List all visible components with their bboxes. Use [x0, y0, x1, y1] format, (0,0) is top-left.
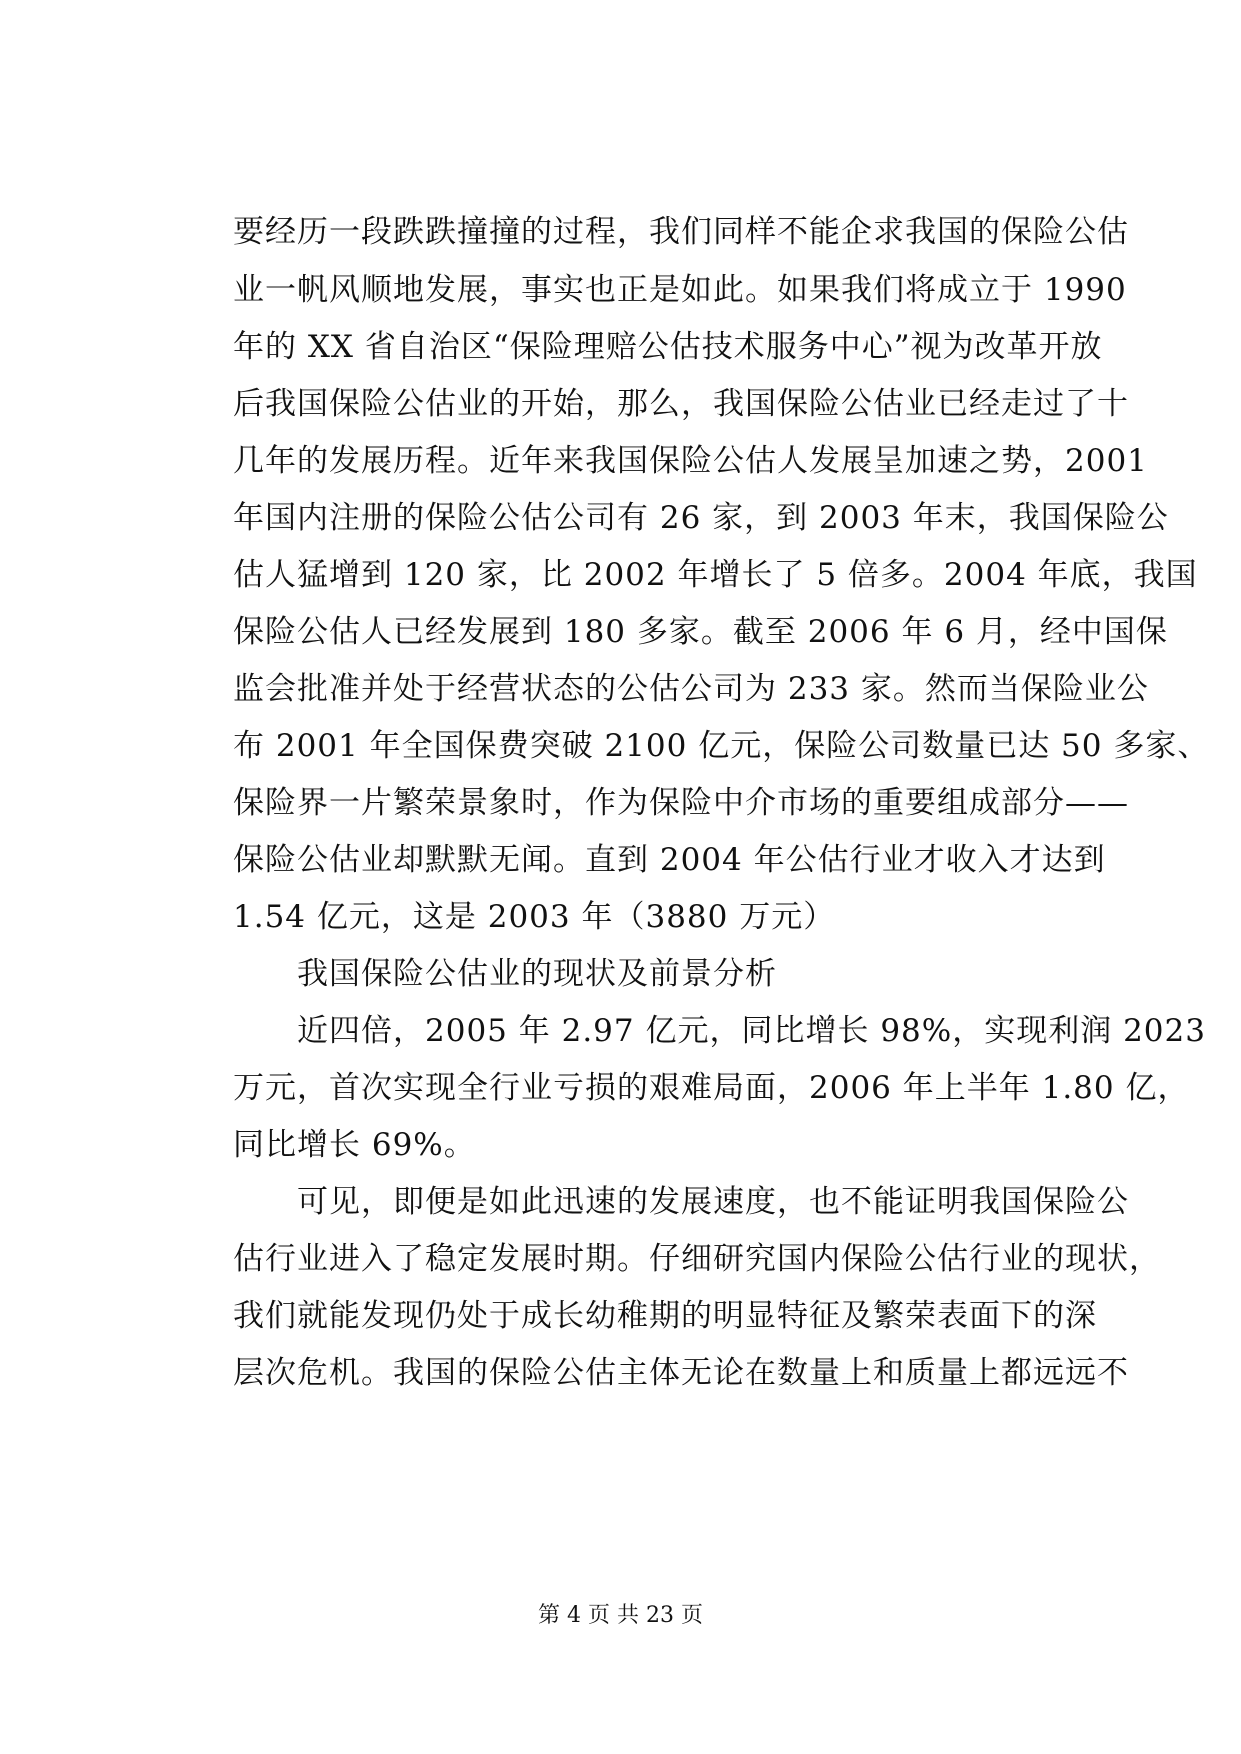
paragraph-line: 布 2001 年全国保费突破 2100 亿元，保险公司数量已达 50 多家、 — [233, 728, 1210, 764]
paragraph-line: 几年的发展历程。近年来我国保险公估人发展呈加速之势，2001 — [233, 443, 1148, 479]
paragraph-line: 估人猛增到 120 家，比 2002 年增长了 5 倍多。2004 年底，我国 — [233, 557, 1198, 593]
paragraph-line: 我们就能发现仍处于成长幼稚期的明显特征及繁荣表面下的深 — [233, 1298, 1097, 1334]
paragraph-line: 1.54 亿元，这是 2003 年（3880 万元） — [233, 899, 836, 935]
paragraph-line: 层次危机。我国的保险公估主体无论在数量上和质量上都远远不 — [233, 1355, 1129, 1391]
paragraph-line: 业一帆风顺地发展，事实也正是如此。如果我们将成立于 1990 — [233, 272, 1127, 308]
paragraph-line: 后我国保险公估业的开始，那么，我国保险公估业已经走过了十 — [233, 386, 1129, 422]
section-heading: 我国保险公估业的现状及前景分析 — [233, 956, 777, 992]
paragraph-line: 保险公估人已经发展到 180 多家。截至 2006 年 6 月，经中国保 — [233, 614, 1168, 650]
paragraph-line: 要经历一段跌跌撞撞的过程，我们同样不能企求我国的保险公估 — [233, 214, 1129, 250]
paragraph-line: 可见，即便是如此迅速的发展速度，也不能证明我国保险公 — [233, 1184, 1129, 1220]
paragraph-line: 同比增长 69%。 — [233, 1127, 476, 1163]
paragraph-line: 万元，首次实现全行业亏损的艰难局面，2006 年上半年 1.80 亿， — [233, 1070, 1190, 1106]
paragraph-line: 监会批准并处于经营状态的公估公司为 233 家。然而当保险业公 — [233, 671, 1149, 707]
paragraph-line: 年国内注册的保险公估公司有 26 家，到 2003 年末，我国保险公 — [233, 500, 1169, 536]
paragraph-line: 保险公估业却默默无闻。直到 2004 年公估行业才收入才达到 — [233, 842, 1106, 878]
paragraph-line: 估行业进入了稳定发展时期。仔细研究国内保险公估行业的现状， — [233, 1241, 1161, 1277]
paragraph-line: 保险界一片繁荣景象时，作为保险中介市场的重要组成部分—— — [233, 785, 1129, 821]
page-number-footer: 第 4 页 共 23 页 — [538, 1603, 703, 1628]
paragraph-line: 近四倍，2005 年 2.97 亿元，同比增长 98%，实现利润 2023 — [233, 1013, 1206, 1049]
paragraph-line: 年的 XX 省自治区“保险理赔公估技术服务中心”视为改革开放 — [233, 329, 1103, 365]
